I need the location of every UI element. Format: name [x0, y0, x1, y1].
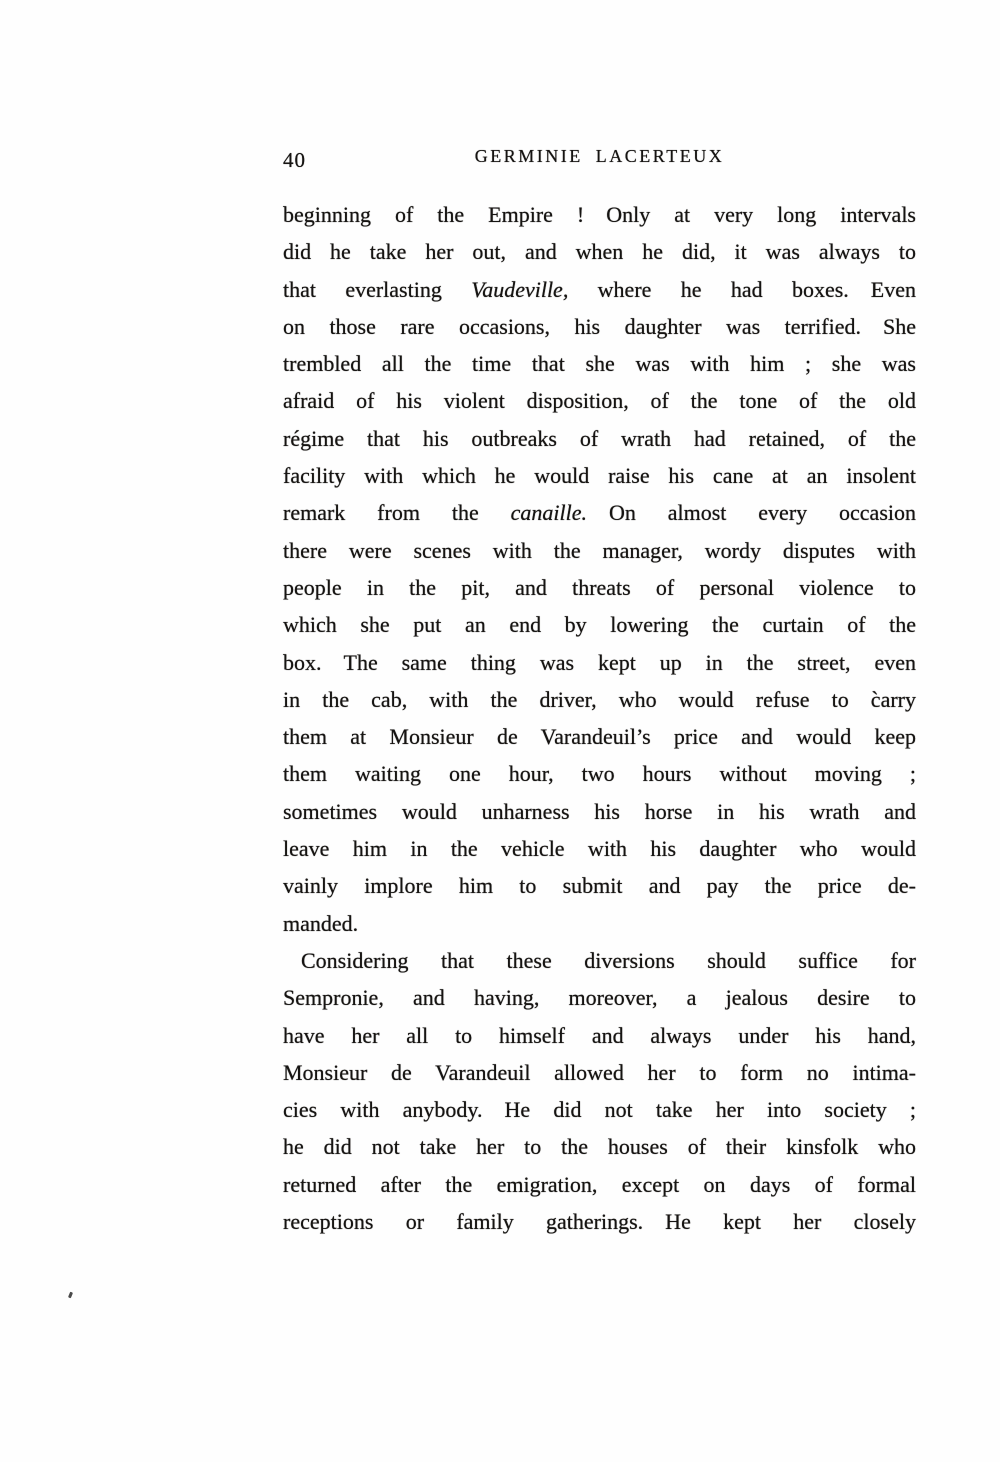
text-line [283, 718, 916, 755]
page-number: 40 [283, 148, 306, 172]
running-header-title: GERMINIE LACERTEUX [474, 146, 725, 166]
text-segment: régime that his outbreaks of wrath had retained, of the [283, 425, 916, 451]
text-segment: box. The same thing was kept up in the street, even [283, 649, 916, 675]
text-segment: that everlasting [283, 276, 472, 302]
text-line [283, 233, 916, 270]
text-line [283, 1054, 916, 1091]
text-segment: receptions or family gatherings. He kept her closely [283, 1209, 916, 1235]
text-segment: them at Monsieur de Varandeuil’s price and would keep [283, 724, 916, 750]
ink-speck [68, 1292, 73, 1299]
text-segment: remark from the [283, 500, 511, 526]
text-segment: there were scenes with the manager, wordy disputes with [283, 537, 916, 563]
text-line [283, 793, 916, 830]
text-segment: have her all to himself and always under his hand, [283, 1022, 916, 1048]
page-body [283, 196, 916, 1240]
text-segment: facility with which he would raise his cane at an insolent [283, 463, 916, 489]
text-line [283, 905, 916, 942]
text-line [283, 1017, 916, 1054]
text-segment: trembled all the time that she was with him ; she was [283, 351, 916, 377]
italic-text-segment: Vaudeville, [471, 276, 569, 302]
text-line [283, 271, 916, 308]
text-segment: in the cab, with the driver, who would refuse to c̀arry [283, 686, 916, 712]
text-line [283, 196, 916, 233]
text-segment: sometimes would unharness his horse in his wrath and [283, 798, 916, 824]
text-line [283, 382, 916, 419]
text-segment: he did not take her to the houses of their kinsfolk who [283, 1134, 916, 1160]
text-line [283, 755, 916, 792]
text-segment: where he had boxes. Even [568, 276, 916, 302]
italic-text-segment: canaille. [510, 500, 587, 526]
text-segment: people in the pit, and threats of personal violence to [283, 574, 916, 600]
text-segment: afraid of his violent disposition, of the tone of the old [283, 388, 916, 414]
text-segment: them waiting one hour, two hours without moving ; [283, 761, 916, 787]
text-segment: Monsieur de Varandeuil allowed her to form no intima- [283, 1059, 916, 1085]
text-segment: Sempronie, and having, moreover, a jealous desire to [283, 985, 916, 1011]
text-segment: cies with anybody. He did not take her into society ; [283, 1097, 916, 1123]
text-segment: leave him in the vehicle with his daughter who would [283, 836, 916, 862]
text-line [283, 681, 916, 718]
text-line [283, 979, 916, 1016]
text-line [283, 644, 916, 681]
text-segment: on those rare occasions, his daughter was terrified. She [283, 313, 916, 339]
text-line [283, 606, 916, 643]
text-segment: manded. [283, 910, 359, 936]
text-line [283, 569, 916, 606]
text-line [283, 942, 916, 979]
text-segment: beginning of the Empire ! Only at very long intervals [283, 202, 916, 227]
text-line [283, 1091, 916, 1128]
page-header [283, 146, 916, 172]
text-line [283, 345, 916, 382]
text-line [283, 830, 916, 867]
text-line [283, 457, 916, 494]
text-segment: which she put an end by lowering the curtain of the [283, 612, 916, 638]
text-line [283, 532, 916, 569]
text-line [283, 867, 916, 904]
text-segment: Considering that these diversions should suffice for [301, 947, 916, 973]
text-line [283, 308, 916, 345]
text-line [283, 420, 916, 457]
text-line [283, 1203, 916, 1240]
text-segment: On almost every occasion [586, 500, 916, 526]
text-line [283, 494, 916, 531]
text-segment: did he take her out, and when he did, it was always to [283, 239, 916, 265]
text-line [283, 1166, 916, 1203]
text-line [283, 1128, 916, 1165]
text-segment: vainly implore him to submit and pay the price de- [283, 873, 916, 899]
text-segment: returned after the emigration, except on days of formal [283, 1171, 916, 1197]
